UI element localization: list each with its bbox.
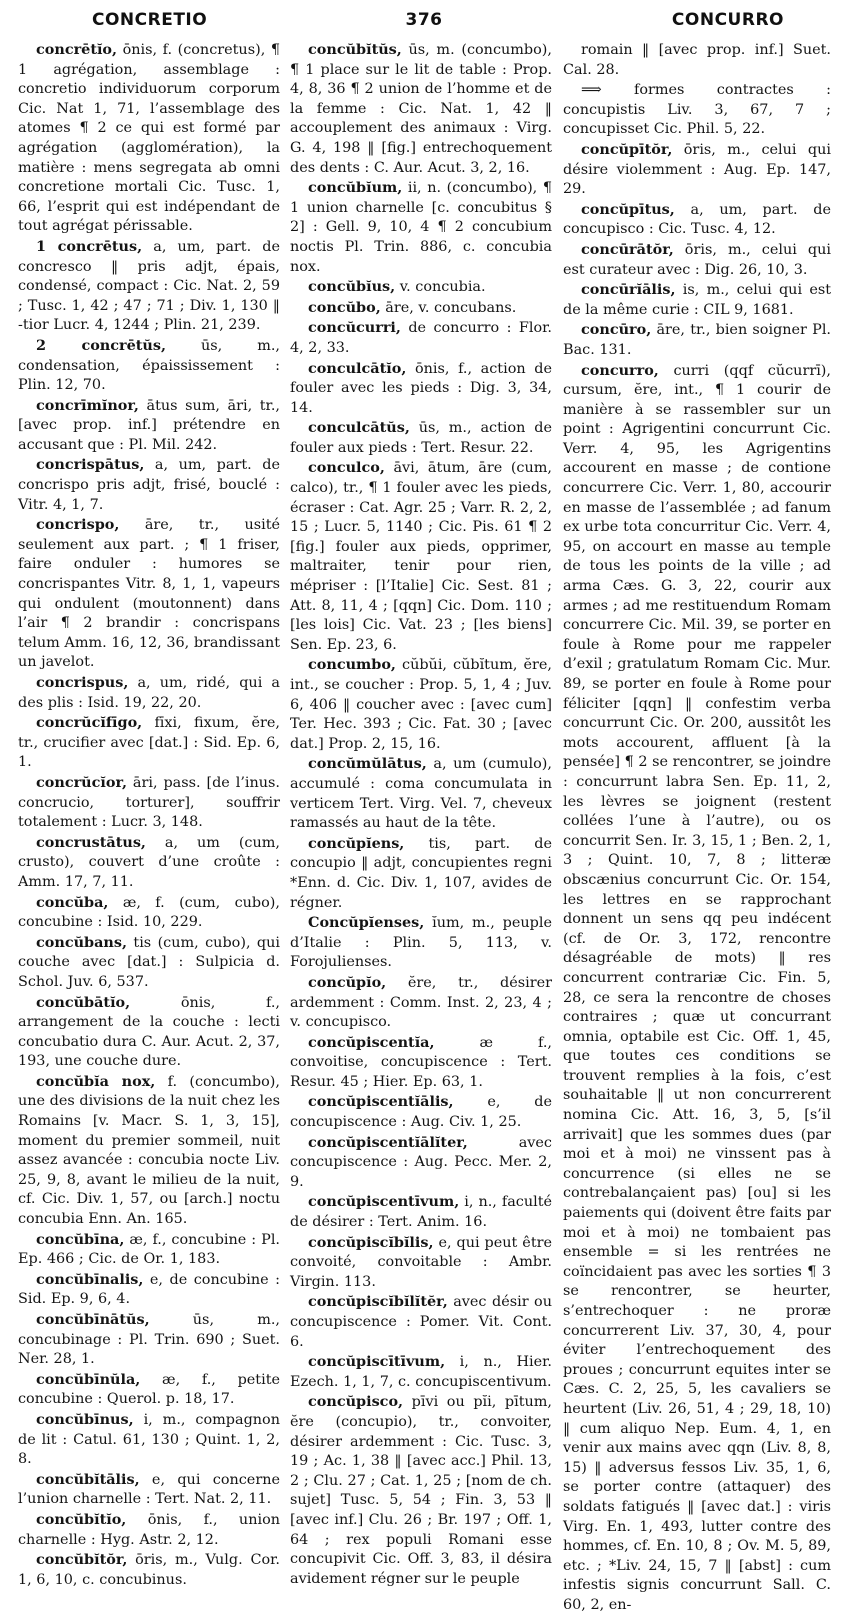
entry-definition: tis (cum, cubo), qui couche avec [dat.] : Sulpicia d. Schol. Juv. 6, 537.: [18, 934, 280, 990]
entry-headword: concŭbīna,: [36, 1230, 125, 1248]
entry-definition: ⟹ formes contractes : concupistis Liv. 3, 67, 7 ; concupisset Cic. Phil. 5, 22.: [563, 82, 831, 138]
entry-definition: ōris, m., Vulg. Cor. 1, 6, 10, c. concubinus.: [18, 1552, 280, 1588]
entry-headword: concŭpiscītīvum,: [308, 1353, 446, 1371]
dictionary-entry: [18, 1270, 280, 1310]
entry-headword: concŭbans,: [36, 933, 128, 951]
entry-definition: āvi, ātum, āre (cum, calco), tr., ¶ 1 fouler avec les pieds, écraser : Cat. Agr. 25 ; Varr. R. 2, 2, 15 ; Lucr. 5, 1140 ; Cic. Pis. 61 ¶ 2 [fig.] fouler aux pieds, opprimer, maltraiter, tenir pour rien, mépriser : [l’Italie] Cic. Sest. 81 ; Att. 8, 11, 4 ; [qqn] Cic. Dom. 110 ; [les lois] Cic. Vat. 23 ; [les biens] Sen. Ep. 23, 6.: [290, 460, 552, 653]
entry-headword: concrustātus,: [36, 833, 146, 851]
entry-definition: f. (concumbo), une des divisions de la nuit chez les Romains [v. Macr. S. 1, 3, 15], moment du premier sommeil, nuit assez avancée : concubia nocte Liv. 25, 9, 8, avant le milieu de la nuit, cf. Cic. Div. 1, 57, ou [arch.] noctu concubia Enn. An. 165.: [18, 1073, 280, 1228]
entry-definition: æ, f., petite concubine : Querol. p. 18, 17.: [18, 1371, 280, 1408]
entry-headword: concŭbĭa nox,: [36, 1072, 156, 1090]
entry-definition: a, um, ridé, qui a des plis : Isid. 19, 22, 20.: [18, 675, 280, 711]
entry-definition: tis, part. de concupio ‖ adjt, concupientes regni *Enn. d. Cic. Div. 1, 107, avides de régner.: [290, 835, 552, 911]
entry-definition: ōris, m., celui qui désire violemment : Aug. Ep. 147, 29.: [563, 141, 831, 198]
entry-headword: concumbo,: [308, 656, 396, 674]
dictionary-entry: [18, 773, 280, 833]
dictionary-entry: [18, 40, 280, 237]
dictionary-entry: [290, 913, 552, 973]
entry-definition: a, um, part. de concupisco : Cic. Tusc. 4, 12.: [563, 201, 831, 238]
entry-headword: concrispātus,: [36, 456, 145, 474]
entry-definition: ūs, m. (concumbo), ¶ 1 place sur le lit de table : Prop. 4, 8, 36 ¶ 2 union de l’homme et de la femme : Cic. Nat. 1, 42 ‖ accouplement des animaux : Virg. G. 4, 198 ‖ [fig.] entrechoquement des dents : C. Aur. Acut. 3, 2, 16.: [290, 42, 552, 176]
entry-headword: concŭpiscĭbĭlĭtĕr,: [308, 1293, 448, 1311]
entry-definition: romain ‖ [avec prop. inf.] Suet. Cal. 28.: [563, 42, 831, 78]
entry-headword: concŭbīnŭla,: [36, 1370, 141, 1388]
dictionary-entry: [563, 80, 831, 140]
entry-definition: ōnis, f., union charnelle : Hyg. Astr. 2, 12.: [18, 1511, 280, 1548]
entry-headword: concŭbĭtālis,: [36, 1470, 140, 1488]
dictionary-entry: [290, 458, 552, 655]
entry-headword: Concŭpĭenses,: [308, 914, 425, 932]
dictionary-entry: [563, 200, 831, 240]
column-2: [290, 40, 552, 1587]
entry-headword: conculcātĭo,: [308, 359, 407, 377]
entry-headword: concrētĭo,: [36, 41, 118, 58]
dictionary-entry: [18, 833, 280, 893]
entry-headword: concŭpiscĭbĭlis,: [308, 1233, 434, 1251]
entry-headword: concurro,: [581, 361, 659, 379]
entry-headword: concŭcurri,: [308, 319, 401, 337]
dictionary-entry: [18, 1510, 280, 1550]
entry-definition: e, qui concerne l’union charnelle : Tert. Nat. 2, 11.: [18, 1471, 280, 1508]
dictionary-entry: [563, 280, 831, 320]
entry-headword: concŭpiscentĭālĭter,: [308, 1133, 468, 1151]
dictionary-entry: [290, 318, 552, 358]
entry-headword: concŭbĭum,: [308, 179, 403, 197]
dictionary-entry: [18, 396, 280, 456]
entry-definition: ii, n. (concumbo), ¶ 1 union charnelle [c. concubitus § 2] : Gell. 9, 10, 4 ¶ 2 concubium noctis Pl. Trin. 886, c. concubia nox.: [290, 180, 552, 275]
entry-headword: concrŭcĭor,: [36, 773, 128, 791]
entry-definition: pīvi ou pĭi, pītum, ĕre (concupio), tr., convoiter, désirer ardemment : Cic. Tusc. 3, 19 ; Ac. 1, 38 ‖ [avec acc.] Phil. 13, 2 ; Clu. 27 ; Cat. 1, 25 ; [nom de ch. sujet] Tusc. 5, 54 ; Fin. 3, 53 ‖ [avec inf.] Clu. 26 ; Br. 197 ; Off. 1, 64 ; rex populi Romani esse concupivit Cic. Off. 3, 83, il désira avidement régner sur le peuple: [290, 1394, 552, 1587]
entry-definition: æ f., convoitise, concupiscence : Tert. Resur. 45 ; Hier. Ep. 63, 1.: [290, 1034, 552, 1090]
dictionary-entry: [18, 1072, 280, 1230]
entry-definition: ōnis, f., arrangement de la couche : lecti concubatio dura C. Aur. Acut. 2, 37, 193, une couche dure.: [18, 994, 280, 1070]
dictionary-entry: [563, 240, 831, 280]
entry-headword: concrispus,: [36, 674, 129, 691]
entry-headword: concŭpiscentīvum,: [308, 1193, 460, 1211]
dictionary-entry: [290, 1133, 552, 1193]
entry-definition: i, n., Hier. Ezech. 1, 1, 7, c. concupiscentivum.: [290, 1354, 552, 1390]
dictionary-entry: [18, 1230, 280, 1270]
entry-definition: is, m., celui qui est de la même curie : CIL 9, 1681.: [563, 282, 831, 318]
entry-headword: concŭbīnalis,: [36, 1270, 144, 1288]
entry-definition: curri (qqf cŭcurrī), cursum, ĕre, int., ¶ 1 courir de manière à se rassembler sur un point : Agrigentini concurrunt Cic. Verr. 4, 95, les Agrigentins accourent en masse ; de contione concurrere Cic. Verr. 1, 80, accourir en masse de l’assemblée ; ad fanum ex urbe tota concurritur Cic. Verr. 4, 95, on accourt en masse au temple de tous les points de la ville ; ad arma Cæs. G. 3, 22, courir aux armes ; ad me restituendum Romam concurrere Cic. Mil. 39, se porter en foule à Rome pour me rappeler d’exil ; gratulatum Romam Cic. Mur. 89, se porter en foule à Rome pour féliciter [qqn] ‖ confestim verba concurrunt Cic. Or. 200, aussitôt les mots accourent, affluent [à la pensée] ¶ 2 se rencontrer, se joindre : concurrunt labra Sen. Ep. 11, 2, les lèvres se joignent (restent collées l’une à l’autre), ou os concurrit Sen. Ir. 3, 15, 1 ; Ben. 2, 1, 3 ; Quint. 10, 7, 8 ; litteræ obscænius concurrunt Cic. Or. 154, les lettres en se rapprochant donnent un sens qq peu indécent (cf. de Or. 3, 172, rencontre désagréable de mots) ‖ res concurrent contrariæ Cic. Fin. 5, 28, ce sera la rencontre de choses contraires ; quæ ut concurrant omnia, optabile est Cic. Off. 1, 45, que toutes ces conditions se trouvent remplies à la fois, c’est souhaitable ‖ ut non concurrerent nomina Cic. Att. 16, 3, 5, [s’il arrivait] que les sommes dues (par moi et à moi) ne vinssent pas à concurrence (si elles ne se contrebalançaient pas) [ou] si les paiements qui (doivent être faits par moi et à moi) ne tombaient pas ensemble = si les rentrées ne coïncidaient pas avec les sorties ¶ 3 se rencontrer, se heurter, s’entrechoquer : ne proræ concurrerent Liv. 37, 30, 4, pour éviter l’entrechoquement des proues ; concurrunt equites inter se Cæs. C. 2, 25, 5, les cavaliers se heurtent (Liv. 26, 51, 4 ; 29, 18, 10) ‖ cum aliquo Nep. Eum. 4, 1, en venir aux mains avec qqn (Liv. 8, 8, 15) ‖ adversus fessos Liv. 35, 1, 6, se porter contre (attaquer) des soldats fatigués ‖ [avec dat.] : viris Virg. En. 1, 493, lutter contre des hommes, cf. En. 10, 8 ; Ov. M. 5, 89, etc. ; *Liv. 24, 15, 7 ‖ [abst] : cum infestis signis concurrunt Sall. C. 60, 2, en-: [563, 362, 831, 1613]
dictionary-entry: [290, 178, 552, 277]
entry-headword: concŭpĭens,: [308, 834, 405, 852]
entry-definition: ūs, m., concubinage : Pl. Trin. 690 ; Suet. Ner. 28, 1.: [18, 1312, 280, 1368]
dictionary-entry: [290, 277, 552, 298]
entry-definition: fīxi, fixum, ĕre, tr., crucifier avec [dat.] : Sid. Ep. 6, 1.: [18, 715, 280, 771]
dictionary-entry: [18, 1550, 280, 1590]
dictionary-entry: [18, 1410, 280, 1470]
dictionary-entry: [563, 320, 831, 360]
entry-headword: concŭpĭo,: [308, 973, 387, 991]
entry-definition: āre, v. concubans.: [380, 299, 517, 316]
entry-definition: æ, f. (cum, cubo), concubine : Isid. 10, 229.: [18, 894, 280, 931]
running-head-right: CONCURRO: [671, 10, 784, 30]
dictionary-entry: [290, 834, 552, 913]
dictionary-entry: [18, 1310, 280, 1370]
dictionary-entry: [18, 237, 280, 336]
dictionary-entry: [290, 298, 552, 319]
entry-headword: concrispo,: [36, 516, 120, 534]
entry-definition: āri, pass. [de l’inus. concrucio, torturer], souffrir totalement : Lucr. 3, 148.: [18, 774, 280, 831]
entry-definition: v. concubia.: [395, 279, 486, 296]
entry-headword: concŭba,: [36, 893, 109, 911]
dictionary-entry: [290, 40, 552, 178]
dictionary-entry: [290, 754, 552, 833]
dictionary-entry: [563, 140, 831, 200]
entry-headword: conculco,: [308, 459, 385, 477]
entry-headword: concŭpītus,: [581, 200, 675, 218]
entry-definition: ūs, m., action de fouler aux pieds : Tert. Resur. 22.: [290, 420, 552, 456]
entry-definition: ĕre, tr., désirer ardemment : Comm. Inst. 2, 23, 4 ; v. concupisco.: [290, 974, 552, 1031]
dictionary-entry: [290, 1033, 552, 1093]
dictionary-entry: [18, 1470, 280, 1510]
entry-headword: concŭbĭtŭs,: [308, 41, 402, 58]
dictionary-entry: [290, 1392, 552, 1589]
dictionary-entry: [18, 1370, 280, 1410]
entry-headword: concrīmĭnor,: [36, 396, 139, 414]
entry-headword: concŭbīnātŭs,: [36, 1311, 150, 1328]
dictionary-entry: [18, 933, 280, 993]
entry-definition: cŭbŭi, cŭbĭtum, ĕre, int., se coucher : Prop. 5, 1, 4 ; Juv. 6, 406 ‖ coucher avec : [avec cum] Ter. Hec. 393 ; Cic. Fat. 30 ; [avec dat.] Prop. 2, 15, 16.: [290, 657, 552, 752]
entry-headword: concūro,: [581, 321, 652, 339]
dictionary-entry: [563, 361, 831, 1616]
dictionary-entry: [18, 993, 280, 1072]
page-number: 376: [405, 10, 443, 30]
entry-headword: concŭbo,: [308, 298, 381, 316]
dictionary-entry: [290, 1092, 552, 1132]
entry-headword: concŭmŭlātus,: [308, 755, 427, 773]
entry-definition: i, n., faculté de désirer : Tert. Anim. 16.: [290, 1194, 552, 1231]
entry-definition: a, um, part. de concrispo pris adjt, frisé, bouclé : Vitr. 4, 1, 7.: [18, 457, 280, 513]
dictionary-entry: [290, 1192, 552, 1232]
entry-definition: āre, tr., usité seulement aux part. ; ¶ 1 friser, faire onduler : humores se concrispantes Vitr. 8, 1, 1, vapeurs qui ondulent (moutonnent) dans l’air ¶ 2 brandir : concrispans telum Amm. 16, 12, 36, brandissant un javelot.: [18, 517, 280, 671]
entry-definition: a, um (cumulo), accumulé : coma concumulata in verticem Tert. Virg. Vel. 7, cheveux ramassés au haut de la tête.: [290, 756, 552, 832]
entry-headword: concŭpisco,: [308, 1393, 404, 1411]
entry-definition: āre, tr., bien soigner Pl. Bac. 131.: [563, 322, 831, 358]
entry-definition: ōris, m., celui qui est curateur avec : Dig. 26, 10, 3.: [563, 241, 831, 278]
entry-definition: ōnis, f. (concretus), ¶ 1 agrégation, assemblage : concretio individuorum corporum Cic. Nat 1, 71, l’assemblage des atomes ¶ 2 ce qui est formé par agrégation (agglomération), la matière : mens segregata ab omni concretione mortali Cic. Tusc. 1, 66, l’esprit qui est indépendant de tout agrégat périssable.: [18, 42, 280, 235]
dictionary-entry: [18, 336, 280, 396]
dictionary-entry: [290, 655, 552, 754]
dictionary-entry: [18, 893, 280, 933]
page-header: [0, 4, 846, 36]
entry-definition: de concurro : Flor. 4, 2, 33.: [290, 320, 552, 356]
entry-headword: 1 concrētus,: [36, 237, 143, 255]
dictionary-entry: [290, 973, 552, 1033]
entry-definition: ūs, m., condensation, épaississement : Plin. 12, 70.: [18, 337, 281, 394]
entry-definition: ātus sum, āri, tr., [avec prop. inf.] prétendre en accusant que : Pl. Mil. 242.: [18, 397, 280, 453]
entry-headword: concŭpiscentĭālis,: [308, 1093, 454, 1111]
entry-headword: concŭbātĭo,: [36, 993, 131, 1011]
dictionary-entry: [563, 40, 831, 80]
entry-definition: ĭum, m., peuple d’Italie : Plin. 5, 113, v. Forojulienses.: [290, 915, 552, 971]
entry-headword: conculcātŭs,: [308, 419, 410, 437]
entry-definition: ōnis, f., action de fouler avec les pieds : Dig. 3, 34, 14.: [290, 360, 552, 416]
column-3: [563, 40, 831, 1613]
entry-headword: concŭbĭtĭo,: [36, 1510, 127, 1528]
dictionary-entry: [290, 1292, 552, 1352]
dictionary-entry: [290, 359, 552, 419]
entry-headword: 2 concrētŭs,: [36, 336, 166, 354]
entry-definition: i, m., compagnon de lit : Catul. 61, 130 ; Quint. 1, 2, 8.: [18, 1411, 280, 1468]
entry-definition: avec concupiscence : Aug. Pecc. Mer. 2, 9.: [290, 1134, 552, 1190]
dictionary-entry: [290, 418, 552, 458]
entry-headword: concŭbĭus,: [308, 278, 396, 296]
dictionary-columns: [18, 40, 834, 1613]
dictionary-entry: [290, 1233, 552, 1293]
dictionary-entry: [18, 455, 280, 515]
entry-definition: avec désir ou concupiscence : Pomer. Vit. Cont. 6.: [290, 1294, 552, 1350]
dictionary-entry: [18, 713, 280, 773]
entry-definition: e, de concupiscence : Aug. Civ. 1, 25.: [290, 1094, 552, 1131]
column-1: [18, 40, 281, 1588]
entry-definition: e, qui peut être convoité, convoitable : Ambr. Virgin. 113.: [290, 1234, 552, 1290]
dictionary-entry: [290, 1352, 552, 1392]
entry-headword: concūrĭālis,: [581, 281, 676, 299]
entry-headword: concŭpītŏr,: [581, 140, 673, 158]
dictionary-entry: [18, 515, 280, 673]
entry-definition: a, um, part. de concresco ‖ pris adjt, épais, condensé, compact : Cic. Nat. 2, 59 ; Tusc. 1, 42 ; 47 ; 71 ; Div. 1, 130 ‖ -tior Lucr. 4, 1244 ; Plin. 21, 239.: [18, 238, 280, 334]
entry-headword: concrŭcĭfīgo,: [36, 714, 143, 732]
entry-definition: æ, f., concubine : Pl. Ep. 466 ; Cic. de Or. 1, 183.: [18, 1231, 280, 1268]
entry-headword: concŭbīnus,: [36, 1410, 134, 1428]
dictionary-entry: [18, 673, 280, 713]
entry-definition: a, um (cum, crusto), couvert d’une croûte : Amm. 17, 7, 11.: [18, 834, 280, 890]
entry-headword: concŭbĭtŏr,: [36, 1551, 128, 1569]
running-head-left: CONCRETIO: [92, 10, 208, 30]
entry-headword: concūrātŏr,: [581, 240, 674, 258]
entry-definition: e, de concubine : Sid. Ep. 9, 6, 4.: [18, 1271, 280, 1308]
entry-headword: concŭpiscentĭa,: [308, 1033, 435, 1051]
